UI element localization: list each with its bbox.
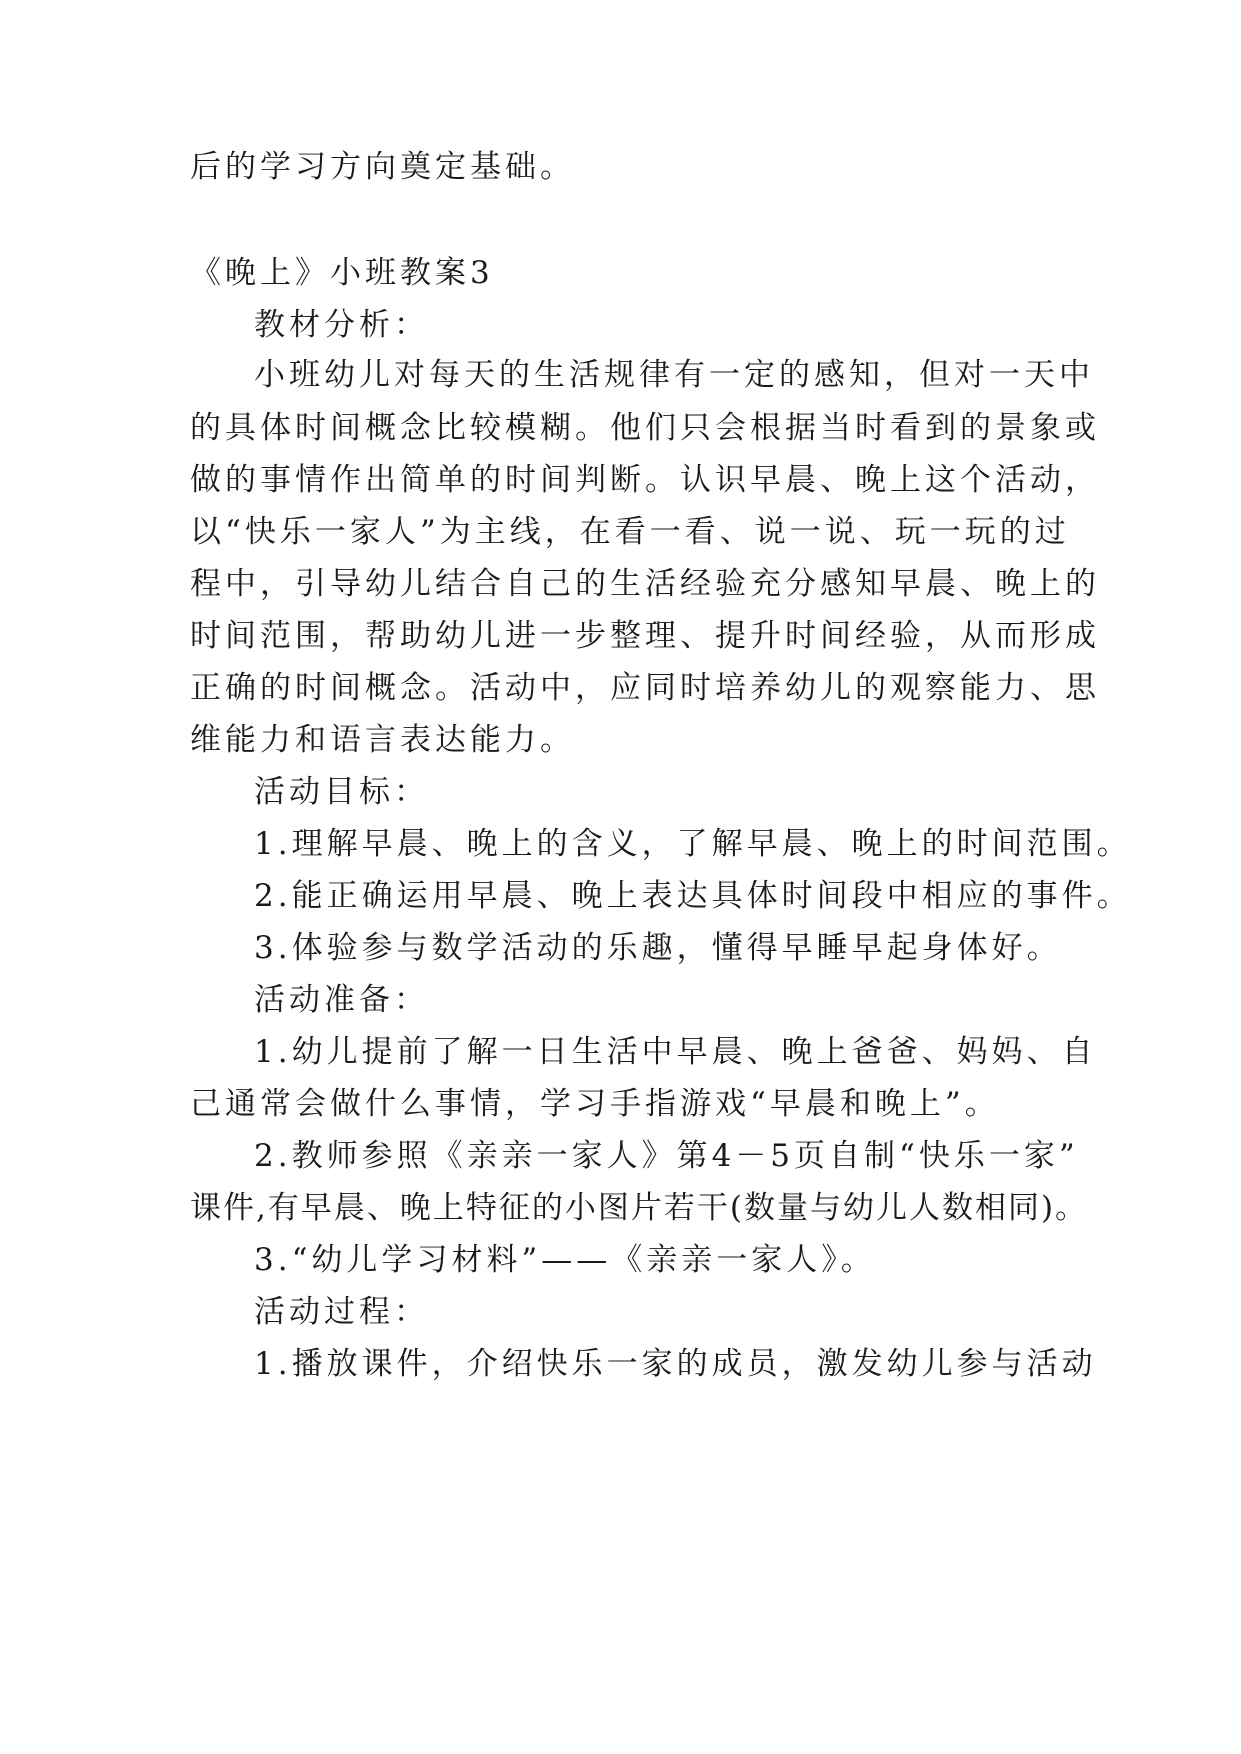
text-line: 正确的时间概念。活动中，应同时培养幼儿的观察能力、思 xyxy=(190,670,1100,706)
list-item: 2.能正确运用早晨、晚上表达具体时间段中相应的事件。 xyxy=(254,878,1132,914)
subheading-activity-process: 活动过程： xyxy=(254,1294,429,1330)
subheading-activity-preparation: 活动准备： xyxy=(254,982,429,1018)
text-line: 维能力和语言表达能力。 xyxy=(190,722,575,758)
text-line: 做的事情作出简单的时间判断。认识早晨、晚上这个活动， xyxy=(190,462,1100,498)
list-item: 1.理解早晨、晚上的含义，了解早晨、晚上的时间范围。 xyxy=(254,826,1132,862)
text-line: 程中，引导幼儿结合自己的生活经验充分感知早晨、晚上的 xyxy=(190,566,1100,602)
text-line: 以“快乐一家人”为主线，在看一看、说一说、玩一玩的过 xyxy=(190,514,1070,550)
text-line: 后的学习方向奠定基础。 xyxy=(190,149,575,185)
text-line: 的具体时间概念比较模糊。他们只会根据当时看到的景象或 xyxy=(190,410,1100,446)
text-line: 课件,有早晨、晚上特征的小图片若干(数量与幼儿人数相同)。 xyxy=(190,1190,1089,1226)
list-item: 1.幼儿提前了解一日生活中早晨、晚上爸爸、妈妈、自 xyxy=(254,1034,1097,1070)
list-item: 2.教师参照《亲亲一家人》第4－5页自制“快乐一家” xyxy=(254,1138,1079,1174)
text-line: 小班幼儿对每天的生活规律有一定的感知，但对一天中 xyxy=(254,357,1094,393)
text-line: 时间范围，帮助幼儿进一步整理、提升时间经验，从而形成 xyxy=(190,618,1100,654)
list-item: 1.播放课件，介绍快乐一家的成员，激发幼儿参与活动 xyxy=(254,1346,1097,1382)
list-item: 3.“幼儿学习材料”——《亲亲一家人》。 xyxy=(254,1242,876,1278)
section-heading: 《晚上》小班教案3 xyxy=(190,255,494,291)
list-item: 3.体验参与数学活动的乐趣，懂得早睡早起身体好。 xyxy=(254,930,1062,966)
subheading-material-analysis: 教材分析： xyxy=(254,307,429,343)
text-line: 己通常会做什么事情，学习手指游戏“早晨和晚上”。 xyxy=(190,1086,1000,1122)
subheading-activity-goals: 活动目标： xyxy=(254,774,429,810)
